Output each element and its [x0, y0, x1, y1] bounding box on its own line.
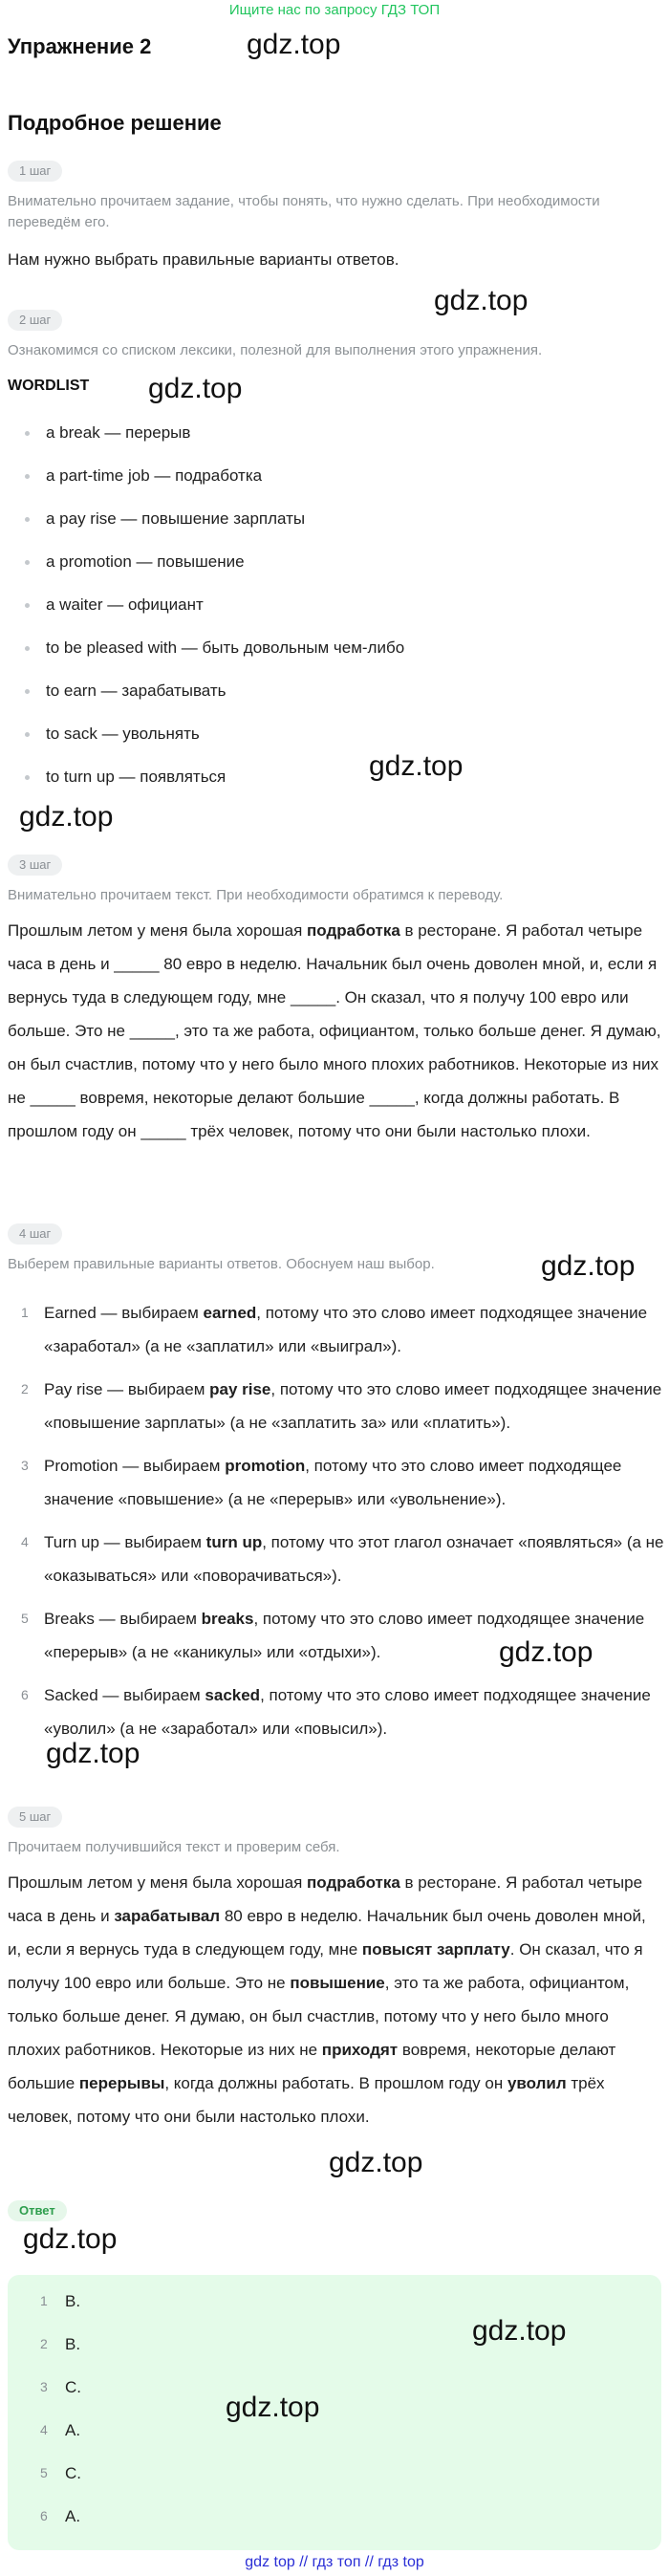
text-segment: Прошлым летом у меня была хорошая — [8, 1873, 308, 1892]
answer-item — [40, 2457, 81, 2500]
answer-value: C. — [65, 2378, 81, 2396]
step-badge-2: 2 шаг — [8, 310, 62, 331]
chosen-word: promotion — [225, 1457, 306, 1475]
highlighted-word: приходят — [321, 2041, 399, 2059]
section-title: Подробное решение — [8, 111, 222, 135]
watermark: gdz.top — [19, 801, 114, 833]
watermark: gdz.top — [472, 2315, 567, 2347]
item-number: 5 — [40, 2465, 48, 2480]
chosen-word: sacked — [205, 1686, 261, 1704]
explanation-text: , потому что это слово имеет подходящее значение «заработал» (а не «заплатил» или «выиграл»). — [44, 1304, 648, 1355]
wordlist-item: a pay rise — повышение зарплаты — [25, 507, 598, 550]
explanation-item — [8, 1373, 667, 1440]
watermark: gdz.top — [46, 1738, 140, 1769]
watermark: gdz.top — [23, 2223, 118, 2255]
answer-item — [40, 2370, 81, 2414]
item-number: 3 — [21, 1458, 29, 1473]
step-5-text — [8, 1866, 661, 2133]
wordlist-item: a break — перерыв — [25, 421, 598, 464]
item-number: 6 — [21, 1687, 29, 1702]
item-number: 5 — [21, 1611, 29, 1626]
bottom-banner[interactable]: gdz top // гдз топ // гдз top — [245, 2554, 424, 2570]
wordlist-item: to turn up — появляться — [25, 765, 598, 808]
text-segment: в ресторане. Я работал четыре часа в день и _____ 80 евро в неделю. Начальник был очень доволен мной, и, если я вернусь туда в следующем году, мне _____. Он сказал, что я получу 100 евро или больше. Это не _____, это та же работа, официантом, только больше денег. Я думаю, он был счастлив, потому что у него было много плохих работников. Некоторые из них не _____ вовремя, некоторые делают большие _____, когда должны работать. В прошлом году он _____ трёх человек, потому что они были настолько плохи. — [8, 921, 661, 1140]
text-segment: 80 евро в неделю. Начальник был очень доволен мной, и, если я вернусь туда в следующем году, мне — [8, 1907, 646, 1959]
highlighted-word: уволил — [507, 2074, 567, 2092]
text-segment: трёх человек, потому что они были настолько плохи. — [8, 2074, 605, 2126]
explanation-text: , потому что это слово имеет подходящее значение «повышение» (а не «перерыв» или «увольнение»). — [44, 1457, 622, 1508]
explanation-text: Sacked — выбираем — [44, 1686, 205, 1704]
highlighted-word: подработка — [307, 921, 400, 940]
highlighted-word: зарабатывал — [114, 1907, 221, 1925]
watermark: gdz.top — [541, 1250, 636, 1282]
step-badge-1: 1 шаг — [8, 161, 62, 182]
text-segment: Прошлым летом у меня была хорошая — [8, 921, 308, 940]
explanation-text: Pay rise — выбираем — [44, 1380, 210, 1398]
text-segment: , это та же работа, официантом, только больше денег. Я думаю, он был счастлив, потому что у него было много плохих работников. Некоторые из них не — [8, 1974, 630, 2059]
text-segment: в ресторане. Я работал четыре часа в день и — [8, 1873, 643, 1925]
step-4-intro: Выберем правильные варианты ответов. Обоснуем наш выбор. — [8, 1256, 435, 1272]
text-segment: вовремя, некоторые делают большие — [8, 2041, 616, 2092]
explanation-text: Turn up — выбираем — [44, 1533, 206, 1551]
chosen-word: turn up — [205, 1533, 263, 1551]
wordlist-item: to sack — увольнять — [25, 722, 598, 765]
step-badge-3: 3 шаг — [8, 855, 62, 876]
wordlist-item: a part-time job — подработка — [25, 464, 598, 507]
step-badge-4: 4 шаг — [8, 1223, 62, 1245]
answer-value: A. — [65, 2507, 81, 2525]
text-segment: , когда должны работать. В прошлом году он — [164, 2074, 507, 2092]
page-title: Упражнение 2 — [8, 34, 152, 58]
top-banner[interactable]: Ищите нас по запросу ГДЗ ТОП — [228, 2, 441, 18]
explanation-text: Earned — выбираем — [44, 1304, 204, 1322]
step-1-intro: Внимательно прочитаем задание, чтобы понять, что нужно сделать. При необходимости переведём его. — [8, 193, 600, 230]
highlighted-word: подработка — [307, 1873, 400, 1892]
answer-list — [40, 2284, 81, 2543]
item-number: 1 — [40, 2293, 48, 2308]
wordlist-heading: WORDLIST — [8, 378, 90, 394]
watermark: gdz.top — [247, 29, 341, 60]
item-number: 6 — [40, 2508, 48, 2523]
step-3-intro: Внимательно прочитаем текст. При необходимости обратимся к переводу. — [8, 887, 504, 903]
explanation-text: , потому что это слово имеет подходящее значение «уволил» (а не «заработал» или «повысил»). — [44, 1686, 651, 1738]
answer-value: B. — [65, 2335, 81, 2353]
step-2-intro: Ознакомимся со списком лексики, полезной для выполнения этого упражнения. — [8, 342, 543, 358]
wordlist-item: a waiter — официант — [25, 593, 598, 636]
text-segment: . Он сказал, что я получу 100 евро или больше. Это не — [8, 1940, 643, 1992]
step-3-text — [8, 914, 661, 1148]
item-number: 2 — [40, 2336, 48, 2351]
answer-item — [40, 2327, 81, 2370]
item-number: 3 — [40, 2379, 48, 2394]
chosen-word: breaks — [201, 1610, 254, 1628]
explanation-text: Breaks — выбираем — [44, 1610, 202, 1628]
answer-item — [40, 2284, 81, 2327]
wordlist-item: to be pleased with — быть довольным чем-либо — [25, 636, 598, 679]
explanation-text: , потому что это слово имеет подходящее значение «перерыв» (а не «каникулы» или «отдыхи»). — [44, 1610, 645, 1661]
step-1-text: Нам нужно выбрать правильные варианты ответов. — [8, 250, 399, 269]
step-5-intro: Прочитаем получившийся текст и проверим себя. — [8, 1839, 340, 1855]
highlighted-word: повышение — [290, 1974, 385, 1992]
answer-item — [40, 2414, 81, 2457]
highlighted-word: повысят зарплату — [361, 1940, 510, 1959]
explanation-item — [8, 1678, 667, 1745]
item-number: 4 — [40, 2422, 48, 2437]
explanation-item — [8, 1449, 667, 1516]
highlighted-word: перерывы — [78, 2074, 165, 2092]
chosen-word: earned — [203, 1304, 257, 1322]
wordlist-item: to earn — зарабатывать — [25, 679, 598, 722]
watermark: gdz.top — [329, 2147, 423, 2178]
explanation-list — [8, 1296, 667, 1755]
item-number: 1 — [21, 1305, 29, 1320]
chosen-word: pay rise — [209, 1380, 271, 1398]
answer-value: C. — [65, 2464, 81, 2482]
answer-badge: Ответ — [8, 2200, 67, 2221]
wordlist-item: a promotion — повышение — [25, 550, 598, 593]
item-number: 4 — [21, 1534, 29, 1549]
explanation-item — [8, 1526, 667, 1592]
answer-value: B. — [65, 2292, 81, 2310]
watermark: gdz.top — [499, 1636, 593, 1668]
explanation-text: , потому что этот глагол означает «появляться» (а не «оказываться» или «поворачиваться»). — [44, 1533, 664, 1585]
answer-value: A. — [65, 2421, 81, 2439]
explanation-item — [8, 1296, 667, 1363]
watermark: gdz.top — [226, 2392, 320, 2423]
explanation-text: , потому что это слово имеет подходящее значение «повышение зарплаты» (а не «заплатить за» или «платить»). — [44, 1380, 662, 1432]
item-number: 2 — [21, 1381, 29, 1396]
watermark: gdz.top — [434, 285, 529, 316]
answer-item — [40, 2500, 81, 2543]
watermark: gdz.top — [369, 750, 464, 782]
wordlist — [25, 421, 598, 808]
explanation-text: Promotion — выбираем — [44, 1457, 226, 1475]
watermark: gdz.top — [148, 373, 243, 404]
step-badge-5: 5 шаг — [8, 1807, 62, 1828]
